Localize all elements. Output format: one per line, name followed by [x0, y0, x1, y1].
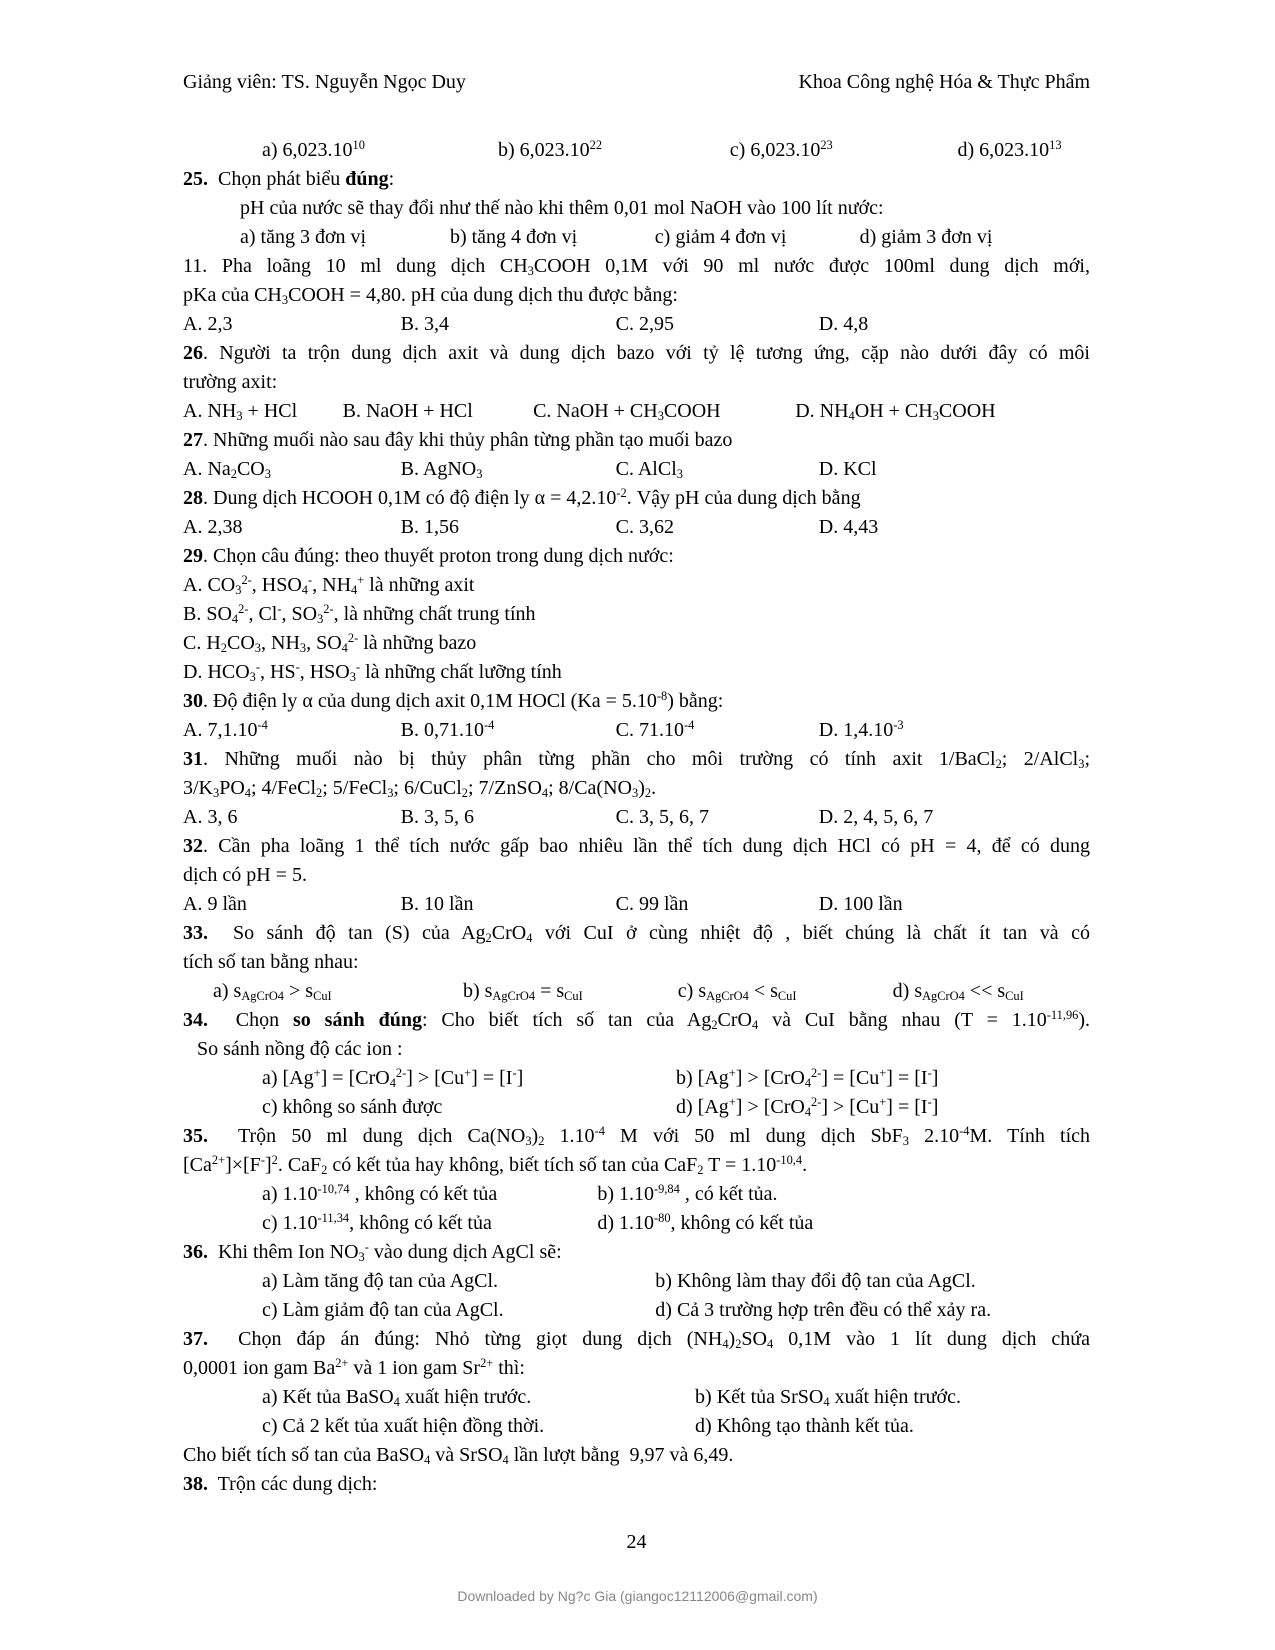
options-row [183, 1093, 1090, 1122]
text-line: 25. Chọn phát biểu đúng: [183, 168, 395, 190]
page-number: 24 [626, 1531, 647, 1553]
text-line: 33. So sánh độ tan (S) của $Ag_2CrO_4$ với CuI ở cùng nhiệt độ , biết chúng là chất ít tan và có [183, 922, 1090, 945]
option-cell: B. 3, 5, 6 [400, 806, 475, 828]
option-cell: b) $s_{AgCrO4} = s_{CuI}$ [462, 980, 583, 1003]
option-cell: c) 6,023.10$^{23}$ [729, 138, 833, 161]
header-faculty: Khoa Công nghệ Hóa & Thực Phẩm [798, 71, 1090, 93]
option-cell: d) 6,023.10$^{13}$ [957, 138, 1062, 161]
option-cell: D. KCl [818, 458, 877, 480]
download-watermark: Downloaded by Ng?c Gia (giangoc12112006@gmail.com) [457, 1588, 818, 1604]
option-cell: C. 3, 5, 6, 7 [615, 806, 709, 828]
header-lecturer: Giảng viên: TS. Nguyễn Ngọc Duy [183, 71, 466, 93]
option-cell: a) Kết tủa BaSO$_4$ xuất hiện trước. [262, 1386, 532, 1409]
text-line: B. $SO_4^{2-}$, Cl-, $SO_3^{2-}$, là những chất trung tính [183, 602, 536, 626]
option-cell: A. 2,38 [183, 516, 243, 538]
text-line: So sánh nồng độ các ion : [197, 1038, 403, 1060]
text-line: 0,0001 ion gam $Ba^{2+}$ và 1 ion gam $Sr^{2+}$ thì: [183, 1356, 525, 1379]
text-line: 35. Trộn 50 ml dung dịch $Ca(NO_3)_2$ $1.10^{-4}$ M với 50 ml dung dịch SbF$_3$ $2.10^{-4}M$. Tính tích [183, 1124, 1091, 1148]
option-cell: C. 2,95 [615, 313, 674, 335]
option-cell: c) Làm giảm độ tan của AgCl. [262, 1299, 504, 1321]
option-cell: A. $NH_3$ + HCl [183, 400, 298, 423]
option-cell: c) không so sánh được [262, 1096, 443, 1118]
option-cell: A. 2,3 [183, 313, 233, 335]
text-line: 38. Trộn các dung dịch: [183, 1473, 378, 1495]
text-line: $3/K_3PO_4$; 4/FeCl$_2$; 5/FeCl$_3$; 6/CuCl$_2$; 7/ZnSO$_4$; $8/Ca(NO_3)_2$. [183, 777, 657, 800]
text-line: 26. Người ta trộn dung dịch axit và dung dịch bazo với tỷ lệ tương ứng, cặp nào dưới đây có môi [183, 342, 1090, 364]
text-line: pH của nước sẽ thay đổi như thế nào khi thêm 0,01 mol NaOH vào 100 lít nước: [240, 197, 884, 219]
text-line: C. $H_2CO_3$, $NH_3$, $SO_4^{2-}$ là những bazo [183, 631, 477, 655]
option-cell: D. 4,8 [818, 313, 869, 335]
options-row [183, 455, 1090, 484]
option-cell: a) Làm tăng độ tan của AgCl. [262, 1270, 499, 1292]
option-cell: b) [Ag+] > [CrO$_4^{2-}$] = [Cu+] = [I-] [676, 1066, 939, 1090]
option-cell: C. $71.10^{-4}$ [615, 718, 695, 741]
text-line: 30. Độ điện ly α của dung dịch axit 0,1M HOCl $(Ka = 5.10^{-8})$ bằng: [183, 689, 724, 712]
option-cell: D. 100 lần [818, 893, 903, 915]
option-cell: b) Kết tủa SrSO$_4$ xuất hiện trước. [695, 1386, 961, 1409]
option-cell: A. $Na_2CO_3$ [183, 458, 271, 481]
options-row [183, 1267, 1090, 1296]
text-line: 32. Cần pha loãng 1 thể tích nước gấp bao nhiêu lần thể tích dung dịch HCl có pH = 4, để có dung [183, 835, 1090, 857]
option-cell: D. 2, 4, 5, 6, 7 [818, 806, 934, 828]
options-row [183, 803, 1090, 832]
text-line: A. $CO_3^{2-}$, $HSO_4^-$, $NH_4^+$ là những axit [183, 573, 475, 597]
option-cell: D. $NH_4OH$ + $CH_3COOH$ [795, 400, 996, 423]
option-cell: B. 1,56 [400, 516, 460, 538]
text-line: tích số tan bằng nhau: [183, 951, 359, 973]
options-row [183, 1209, 1090, 1238]
option-cell: c) Cả 2 kết tủa xuất hiện đồng thời. [262, 1415, 545, 1437]
option-cell: c) $1.10^{-11,34}$, không có kết tủa [262, 1211, 492, 1234]
option-cell: a) [Ag+] = [CrO$_4^{2-}$] > [Cu+] = [I-] [262, 1066, 524, 1090]
option-cell: d) Cả 3 trường hợp trên đều có thể xảy ra. [655, 1299, 992, 1321]
option-cell: C. 99 lần [615, 893, 689, 915]
option-cell: B. NaOH + HCl [342, 400, 473, 422]
text-line: Cho biết tích số tan của BaSO$_4$ và SrSO$_4$ lần lượt bằng 9,97 và 6,49. [183, 1444, 734, 1467]
options-row [183, 1383, 1090, 1412]
options-row [183, 397, 1090, 426]
text-line: 34. Chọn so sánh đúng: Cho biết tích số tan của $Ag_2CrO_4$ và CuI bằng nhau $(T = 1.10^{-11,96})$. [183, 1008, 1091, 1032]
option-cell: c) $s_{AgCrO4} < s_{CuI}$ [677, 980, 797, 1003]
option-cell: d) Không tạo thành kết tủa. [695, 1415, 914, 1437]
text-line: pKa của $CH_3COOH = 4,80$. pH của dung dịch thu được bằng: [183, 284, 678, 307]
option-cell: b) Không làm thay đổi độ tan của AgCl. [655, 1270, 976, 1292]
option-cell: a) $1.10^{-10,74}$ , không có kết tủa [262, 1182, 498, 1205]
text-line: 36. Khi thêm Ion $NO_3^-$ vào dung dịch AgCl sẽ: [183, 1240, 562, 1264]
text-line: dịch có pH = 5. [183, 864, 308, 886]
option-cell: B. AgNO$_3$ [400, 458, 483, 481]
options-row [183, 310, 1090, 339]
option-cell: B. $0,71.10^{-4}$ [400, 718, 495, 741]
option-cell: C. AlCl$_3$ [615, 458, 683, 481]
text-line: 11. Pha loãng 10 ml dung dịch $CH_3COOH$ 0,1M với 90 ml nước được 100ml dung dịch mới, [183, 255, 1090, 278]
option-cell: d) $s_{AgCrO4} << s_{CuI}$ [892, 980, 1024, 1003]
options-row [183, 1180, 1090, 1209]
options-row [183, 1412, 1090, 1441]
options-row [183, 1064, 1090, 1093]
document-lines [183, 136, 1090, 1499]
text-line: 27. Những muối nào sau đây khi thủy phân từng phần tạo muối bazo [183, 429, 733, 451]
options-row [183, 977, 1090, 1006]
option-cell: D. 4,43 [818, 516, 879, 538]
text-line: 37. Chọn đáp án đúng: Nhỏ từng giọt dung dịch $(NH_4)_2SO_4$ 0,1M vào 1 lít dung dịch chứa [183, 1328, 1090, 1351]
option-cell: d) [Ag+] > [CrO$_4^{2-}$] > [Cu+] = [I-] [676, 1095, 939, 1119]
option-cell: D. $1,4.10^{-3}$ [818, 718, 904, 741]
page-header [183, 70, 1090, 94]
option-cell: A. 9 lần [183, 893, 247, 915]
text-line: D. $HCO_3^-$, HS-, $HSO_3^-$ là những chất lưỡng tính [183, 660, 562, 684]
options-row [183, 513, 1090, 542]
options-row [183, 223, 1090, 252]
option-cell: A. 3, 6 [183, 806, 238, 828]
text-line: trường axit: [183, 371, 278, 393]
option-cell: C. NaOH + $CH_3COOH$ [533, 400, 721, 423]
option-cell: d) $1.10^{-80}$, không có kết tủa [597, 1211, 814, 1234]
text-line: $[Ca^{2+}]\times[F^-]^2$. CaF$_2$ có kết tủa hay không, biết tích số tan của CaF$_2$ $T = 1.10^{-10,4}$. [183, 1153, 808, 1177]
options-row [183, 716, 1090, 745]
options-row [183, 1296, 1090, 1325]
options-row [183, 136, 1090, 165]
options-row [183, 890, 1090, 919]
option-cell: a) $s_{AgCrO4} > s_{CuI}$ [213, 980, 332, 1003]
option-cell: b) $1.10^{-9,84}$ , có kết tủa. [597, 1182, 778, 1205]
option-cell: B. 3,4 [400, 313, 450, 335]
option-cell: A. $7,1.10^{-4}$ [183, 718, 268, 741]
option-cell: B. 10 lần [400, 893, 474, 915]
option-cell: a) tăng 3 đơn vị [240, 226, 367, 248]
text-line: 28. Dung dịch HCOOH 0,1M có độ điện ly $\alpha = 4,2.10^{-2}$. Vậy pH của dung dịch bằng [183, 486, 861, 509]
text-line: 29. Chọn câu đúng: theo thuyết proton trong dung dịch nước: [183, 545, 674, 567]
option-cell: b) tăng 4 đơn vị [449, 226, 578, 248]
option-cell: a) 6,023.10$^{10}$ [262, 138, 365, 161]
text-line: 31. Những muối nào bị thủy phân từng phần cho môi trường có tính axit 1/BaCl$_2$; 2/AlCl$_3$; [183, 748, 1091, 771]
option-cell: c) giảm 4 đơn vị [654, 226, 787, 248]
option-cell: d) giảm 3 đơn vị [859, 226, 993, 248]
option-cell: b) 6,023.10$^{22}$ [497, 138, 603, 161]
option-cell: C. 3,62 [615, 516, 674, 538]
